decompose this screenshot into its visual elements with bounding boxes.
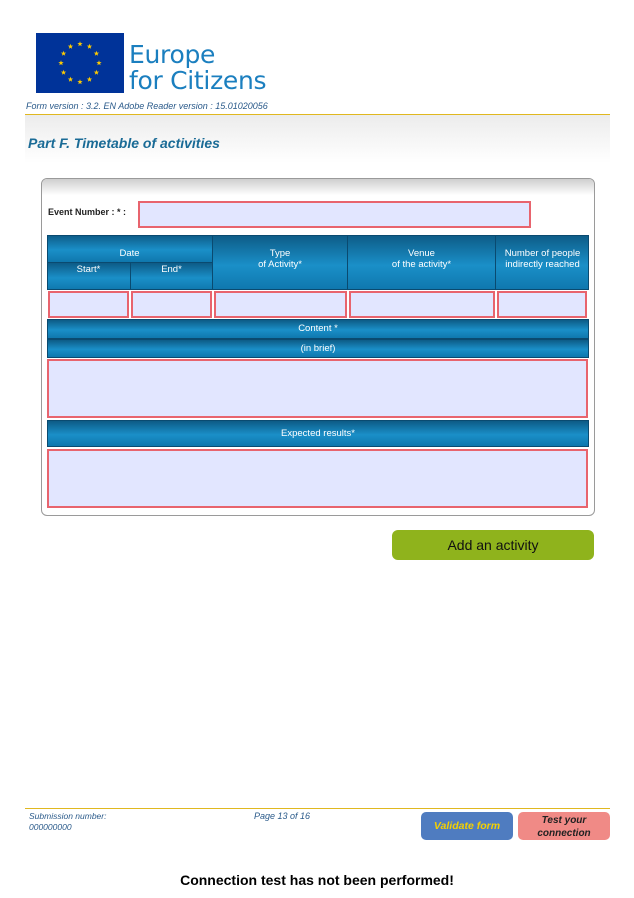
eu-star-icon (77, 41, 82, 46)
eu-stars-icon (36, 33, 124, 93)
footer-divider (25, 808, 610, 809)
page-title: Part F. Timetable of activities (28, 135, 220, 151)
test-connection-line1: Test your (541, 814, 587, 826)
brand-name (129, 42, 266, 94)
expected-results-label: Expected results* (281, 428, 355, 439)
form-version: Form version : 3.2. EN Adobe Reader version : 15.01020056 (26, 101, 268, 111)
venue-header-line2: of the activity* (391, 259, 452, 270)
content-label: Content * (298, 323, 338, 334)
expected-results-textarea[interactable] (47, 449, 588, 508)
submission-value: 000000000 (29, 822, 72, 832)
event-number-label: Event Number : * : (48, 207, 127, 217)
eu-star-icon (61, 70, 66, 75)
people-header-line1: Number of people (504, 248, 581, 259)
eu-star-icon (77, 79, 82, 84)
activity-type-input[interactable] (214, 291, 347, 318)
test-connection-line2: connection (537, 827, 591, 839)
end-date-input[interactable] (131, 291, 212, 318)
eu-star-icon (94, 51, 99, 56)
start-date-input[interactable] (48, 291, 129, 318)
validate-form-button[interactable]: Validate form (421, 812, 513, 840)
start-header-label: Start* (76, 264, 101, 275)
eu-star-icon (87, 77, 92, 82)
type-header-line2: of Activity* (258, 259, 302, 270)
eu-star-icon (61, 51, 66, 56)
page-number: Page 13 of 16 (254, 811, 311, 821)
date-header-label: Date (119, 248, 140, 259)
header-grid-border (47, 235, 589, 290)
content-header (47, 319, 589, 339)
eu-flag-logo (36, 33, 124, 93)
brand-line2: for Citizens (129, 66, 267, 95)
people-reached-input[interactable] (497, 291, 587, 318)
venue-input[interactable] (349, 291, 495, 318)
venue-header-line1: Venue (408, 248, 435, 259)
eu-star-icon (96, 60, 101, 65)
end-header-label: End* (161, 264, 182, 275)
content-textarea[interactable] (47, 359, 588, 418)
event-number-input[interactable] (138, 201, 531, 228)
test-connection-button[interactable] (518, 812, 610, 840)
submission-label: Submission number: (29, 811, 107, 821)
content-sub-label: (in brief) (300, 343, 336, 354)
people-header-line2: indirectly reached (505, 259, 580, 270)
eu-star-icon (94, 70, 99, 75)
content-subheader (47, 339, 589, 358)
expected-results-header (47, 420, 589, 447)
brand-line1: Europe (129, 40, 216, 69)
panel-header-gradient (42, 179, 594, 195)
eu-star-icon (68, 77, 73, 82)
eu-star-icon (87, 44, 92, 49)
add-activity-button[interactable]: Add an activity (392, 530, 594, 560)
submission-number (29, 811, 106, 833)
eu-star-icon (68, 44, 73, 49)
connection-status-message: Connection test has not been performed! (180, 872, 454, 888)
type-header-line1: Type (269, 248, 291, 259)
eu-star-icon (58, 60, 63, 65)
